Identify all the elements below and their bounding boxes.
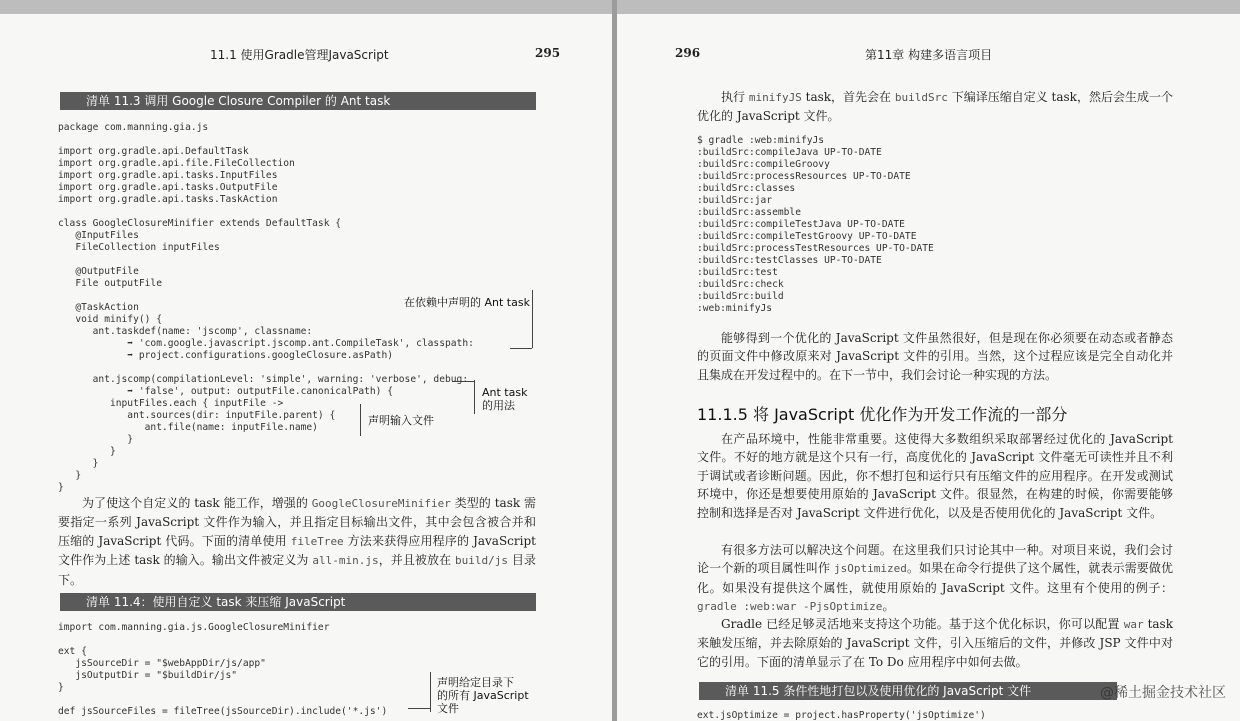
- left-page-number: 295: [535, 46, 561, 60]
- left-page: [0, 0, 612, 721]
- listing-11-3-title: 清单 11.3 调用 Google Closure Compiler 的 Ant task: [60, 92, 536, 110]
- right-paragraph-3: 在产品环境中，性能非常重要。这使得大多数组织采取部署经过优化的 JavaScript 文件。不好的地方就是这个只有一行，高度优化的 JavaScript 文件毫无可读性并且不利于调试或者诊断问题。因此，你不想打包和运行只有压缩文件的应用程序。在开发或测试环境中，你还是想要使用原始的 JavaScript 文件。很显然，在构建的时候，你需要能够控制和选择是否对 JavaScript 文件进行优化，以及是否使用优化的 JavaScript 文件。: [697, 432, 1173, 520]
- listing-11-5-code: ext.jsOptimize = project.hasProperty('jsOptimize'): [697, 710, 986, 721]
- left-running-head: 11.1 使用Gradle管理JavaScript: [210, 48, 389, 62]
- annotation-ant-task-dependency: 在依赖中声明的 Ant task: [404, 296, 530, 309]
- listing-11-4-code: import com.manning.gia.js.GoogleClosureMinifier ext { jsSourceDir = "$webAppDir/js/app" jsOutputDir = "$buildDir/js" } def jsSourceFiles = fileTree(jsSourceDir).include('*.js'): [58, 622, 388, 717]
- page-top-edge: [617, 0, 1240, 14]
- annotation-pointer: [510, 348, 532, 349]
- annotation-bracket: [532, 290, 533, 348]
- annotation-ant-task-usage: Ant task 的用法: [482, 386, 528, 412]
- annotation-declare-js-files: 声明给定目录下 的所有 JavaScript 文件: [437, 676, 529, 715]
- right-page-number: 296: [675, 46, 701, 60]
- watermark: @稀土掘金技术社区: [1100, 685, 1226, 701]
- right-paragraph-4: 有很多方法可以解决这个问题。在这里我们只讨论其中一种。对项目来说，我们会讨论一个新的项目属性叫作 jsOptimized。如果在命令行提供了这个属性，就表示需要做优化。如果没有提供这个属性，就使用原始的 JavaScript 文件。这里有个使用的例子：gradle :web:war -PjsOptimize。: [697, 543, 1173, 614]
- annotation-pointer: [408, 708, 430, 709]
- listing-11-4-title: 清单 11.4：使用自定义 task 来压缩 JavaScript: [60, 593, 536, 611]
- section-title: 11.1.5 将 JavaScript 优化作为开发工作流的一部分: [697, 405, 1068, 424]
- right-running-head: 第11章 构建多语言项目: [865, 48, 993, 62]
- annotation-declare-input-files: 声明输入文件: [368, 414, 434, 427]
- left-paragraph: 为了使这个自定义的 task 能工作，增强的 GoogleClosureMinifier 类型的 task 需要指定一系列 JavaScript 文件作为输入，并且指定目标输出文件，其中会包含被合并和压缩的 JavaScript 代码。下面的清单使用 fileTree 方法来获得应用程序的 JavaScript 文件作为上述 task 的输入。输出文件被定义为 all-min.js，并且被放在 build/js 目录下。: [58, 496, 536, 587]
- listing-11-5-title: 清单 11.5 条件性地打包以及使用优化的 JavaScript 文件: [699, 682, 1117, 700]
- right-page: [617, 0, 1240, 721]
- right-paragraph-2: 能够得到一个优化的 JavaScript 文件虽然很好，但是现在你必须要在动态或者静态的页面文件中修改原来对 JavaScript 文件的引用。当然，这个过程应该是完全自动化并且集成在开发过程中的。在下一节中，我们会讨论一种实现的方法。: [697, 331, 1173, 382]
- gradle-output: $ gradle :web:minifyJs :buildSrc:compileJava UP-TO-DATE :buildSrc:compileGroovy :buildSrc:processResources UP-TO-DATE :buildSrc:classes :buildSrc:jar :buildSrc:assemble :buildSrc:compileTestJava UP-TO-DATE :buildSrc:compileTestGroovy UP-TO-DATE :buildSrc:processTestResources UP-TO-DATE :buildSrc:testClasses UP-TO-DATE :buildSrc:test :buildSrc:check :buildSrc:build :web:minifyJs: [697, 135, 934, 314]
- annotation-bracket: [430, 672, 431, 712]
- annotation-bracket: [360, 404, 361, 436]
- annotation-pointer: [452, 381, 474, 382]
- page-top-edge: [0, 0, 612, 14]
- right-paragraph-1: 执行 minifyJS task，首先会在 buildSrc 下编译压缩自定义 task，然后会生成一个优化的 JavaScript 文件。: [697, 90, 1173, 124]
- listing-11-3-code: package com.manning.gia.js import org.gradle.api.DefaultTask import org.gradle.api.file.FileCollection import org.gradle.api.tasks.InputFiles import org.gradle.api.tasks.OutputFile import org.gradle.api.tasks.TaskAction class GoogleClosureMinifier extends DefaultTask { @InputFiles FileCollection inputFiles @OutputFile File outputFile @TaskAction void minify() { ant.taskdef(name: 'jscomp', classname: ➡ 'com.google.javascript.jscomp.ant.CompileTask', classpath: ➡ project.configurations.googleClosure.asPath) ant.jscomp(compilationLevel: 'simple', warning: 'verbose', debug: ➡ 'false', output: outputFile.canonicalPath) { inputFiles.each { inputFile -> ant.sources(dir: inputFile.parent) { ant.file(name: inputFile.name) } } } } }: [58, 122, 474, 493]
- annotation-bracket: [474, 380, 475, 414]
- right-paragraph-5: Gradle 已经足够灵活地来支持这个功能。基于这个优化标识，你可以配置 war task 来触发压缩，并去除原始的 JavaScript 文件，引入压缩后的文件，并修改 JSP 文件中对它的引用。下面的清单显示了在 To Do 应用程序中如何去做。: [697, 617, 1173, 669]
